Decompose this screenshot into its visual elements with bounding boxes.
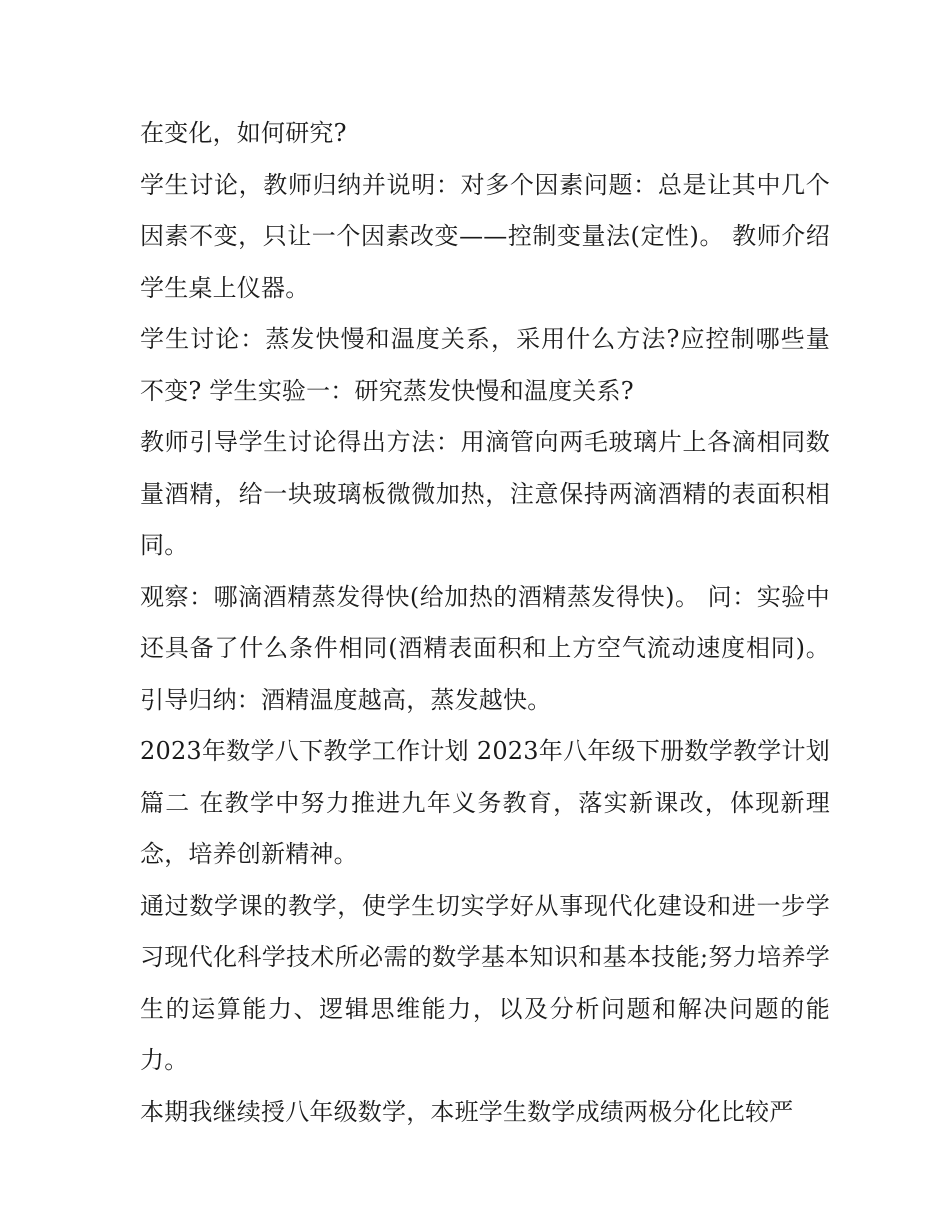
paragraph: 通过数学课的教学，使学生切实学好从事现代化建设和进一步学习现代化科学技术所必需的数学基本知识和基本技能;努力培养学生的运算能力、逻辑思维能力，以及分析问题和解决问题的能力。 bbox=[140, 891, 830, 1074]
paragraph: 在变化，如何研究? bbox=[140, 119, 347, 147]
document-body bbox=[140, 108, 830, 1138]
paragraph: 观察：哪滴酒精蒸发得快(给加热的酒精蒸发得快)。 问：实验中还具备了什么条件相同(酒精表面积和上方空气流动速度相同)。 引导归纳：酒精温度越高，蒸发越快。 bbox=[140, 582, 830, 714]
paragraph: 本期我继续授八年级数学，本班学生数学成绩两极分化比较严 bbox=[140, 1097, 794, 1126]
paragraph: 学生讨论：蒸发快慢和温度关系，采用什么方法?应控制哪些量不变? 学生实验一：研究蒸发快慢和温度关系? bbox=[140, 325, 830, 405]
paragraph: 2023年数学八下教学工作计划 2023年八年级下册数学教学计划篇二 在教学中努力推进九年义务教育，落实新课改，体现新理念，培养创新精神。 bbox=[140, 737, 830, 868]
paragraph: 教师引导学生讨论得出方法：用滴管向两毛玻璃片上各滴相同数量酒精，给一块玻璃板微微加热，注意保持两滴酒精的表面积相同。 bbox=[140, 428, 830, 559]
paragraph: 学生讨论，教师归纳并说明：对多个因素问题：总是让其中几个因素不变，只让一个因素改变——控制变量法(定性)。 教师介绍学生桌上仪器。 bbox=[140, 170, 830, 302]
